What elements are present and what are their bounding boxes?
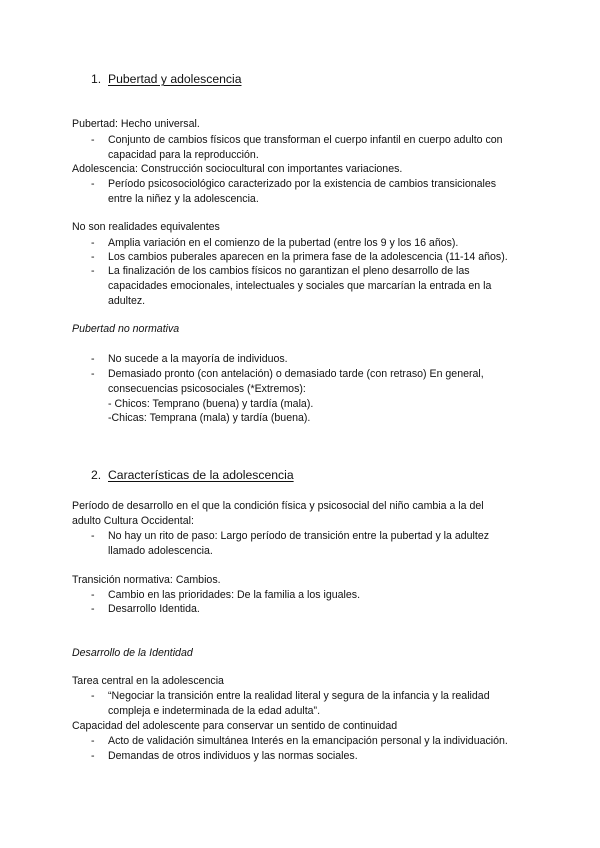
section-2-heading — [91, 467, 294, 483]
bullet-dash: - — [91, 368, 95, 380]
periodo-paragraph-line: Período de desarrollo en el que la condición física y psicosocial del niño cambia a la del — [72, 500, 484, 512]
list-item-text: Demasiado pronto (con antelación) o demasiado tarde (con retraso) En general, — [108, 368, 484, 380]
list-item-text: La finalización de los cambios físicos no garantizan el pleno desarrollo de las — [108, 265, 470, 277]
list-item-text: consecuencias psicosociales (*Extremos): — [108, 383, 306, 395]
transicion-title: Transición normativa: Cambios. — [72, 574, 221, 586]
adolescencia-definition: Adolescencia: Construcción sociocultural con importantes variaciones. — [72, 163, 403, 175]
bullet-dash: - — [91, 353, 95, 365]
list-item-text: Acto de validación simultánea Interés en la emancipación personal y la individuación. — [108, 735, 508, 747]
list-item-text: capacidad para la reproducción. — [108, 149, 259, 161]
bullet-dash: - — [91, 735, 95, 747]
bullet-dash: - — [91, 603, 95, 615]
list-item-text: compleja e indeterminada de la edad adulta”. — [108, 705, 321, 717]
bullet-dash: - — [91, 134, 95, 146]
list-item-text: Demandas de otros individuos y las normas sociales. — [108, 750, 358, 762]
bullet-dash: - — [91, 251, 95, 263]
pubertad-definition: Pubertad: Hecho universal. — [72, 118, 200, 130]
list-item-text: -Chicas: Temprana (mala) y tardía (buena). — [108, 412, 311, 424]
list-item-text: Conjunto de cambios físicos que transforman el cuerpo infantil en cuerpo adulto con — [108, 134, 503, 146]
list-item-text: Amplia variación en el comienzo de la pubertad (entre los 9 y los 16 años). — [108, 237, 459, 249]
bullet-dash: - — [91, 530, 95, 542]
list-item-text: No hay un rito de paso: Largo período de transición entre la pubertad y la adultez — [108, 530, 490, 542]
section-1-number: 1. — [91, 72, 102, 86]
list-item-text: “Negociar la transición entre la realidad literal y segura de la infancia y la realidad — [108, 690, 490, 702]
bullet-dash: - — [91, 265, 95, 277]
pubertad-no-normativa-title: Pubertad no normativa — [72, 323, 180, 335]
section-2-number: 2. — [91, 468, 102, 482]
list-item-text: capacidades emocionales, intelectuales y sociales que marcarían la entrada en la — [108, 280, 492, 292]
bullet-dash: - — [91, 750, 95, 762]
section-1-title: Pubertad y adolescencia — [108, 72, 242, 86]
no-equivalentes-title: No son realidades equivalentes — [72, 221, 220, 233]
list-item-text: Los cambios puberales aparecen en la primera fase de la adolescencia (11-14 años). — [108, 251, 508, 263]
bullet-dash: - — [91, 589, 95, 601]
bullet-dash: - — [91, 237, 95, 249]
list-item-text: Desarrollo Identida. — [108, 603, 200, 615]
list-item-text: No sucede a la mayoría de individuos. — [108, 353, 288, 365]
section-2-title: Características de la adolescencia — [108, 468, 294, 482]
bullet-dash: - — [91, 178, 95, 190]
list-item-text: llamado adolescencia. — [108, 545, 213, 557]
bullet-dash: - — [91, 690, 95, 702]
capacidad-title: Capacidad del adolescente para conservar un sentido de continuidad — [72, 720, 398, 732]
section-1-heading — [91, 71, 241, 87]
list-item-text: Cambio en las prioridades: De la familia a los iguales. — [108, 589, 361, 601]
list-item-text: - Chicos: Temprano (buena) y tardía (mala). — [108, 398, 314, 410]
tarea-title: Tarea central en la adolescencia — [72, 675, 224, 687]
list-item-text: entre la niñez y la adolescencia. — [108, 193, 259, 205]
periodo-paragraph-line: adulto Cultura Occidental: — [72, 515, 194, 527]
list-item-text: adultez. — [108, 295, 146, 307]
list-item-text: Período psicosociológico caracterizado por la existencia de cambios transicionales — [108, 178, 497, 190]
identidad-title: Desarrollo de la Identidad — [72, 647, 193, 659]
